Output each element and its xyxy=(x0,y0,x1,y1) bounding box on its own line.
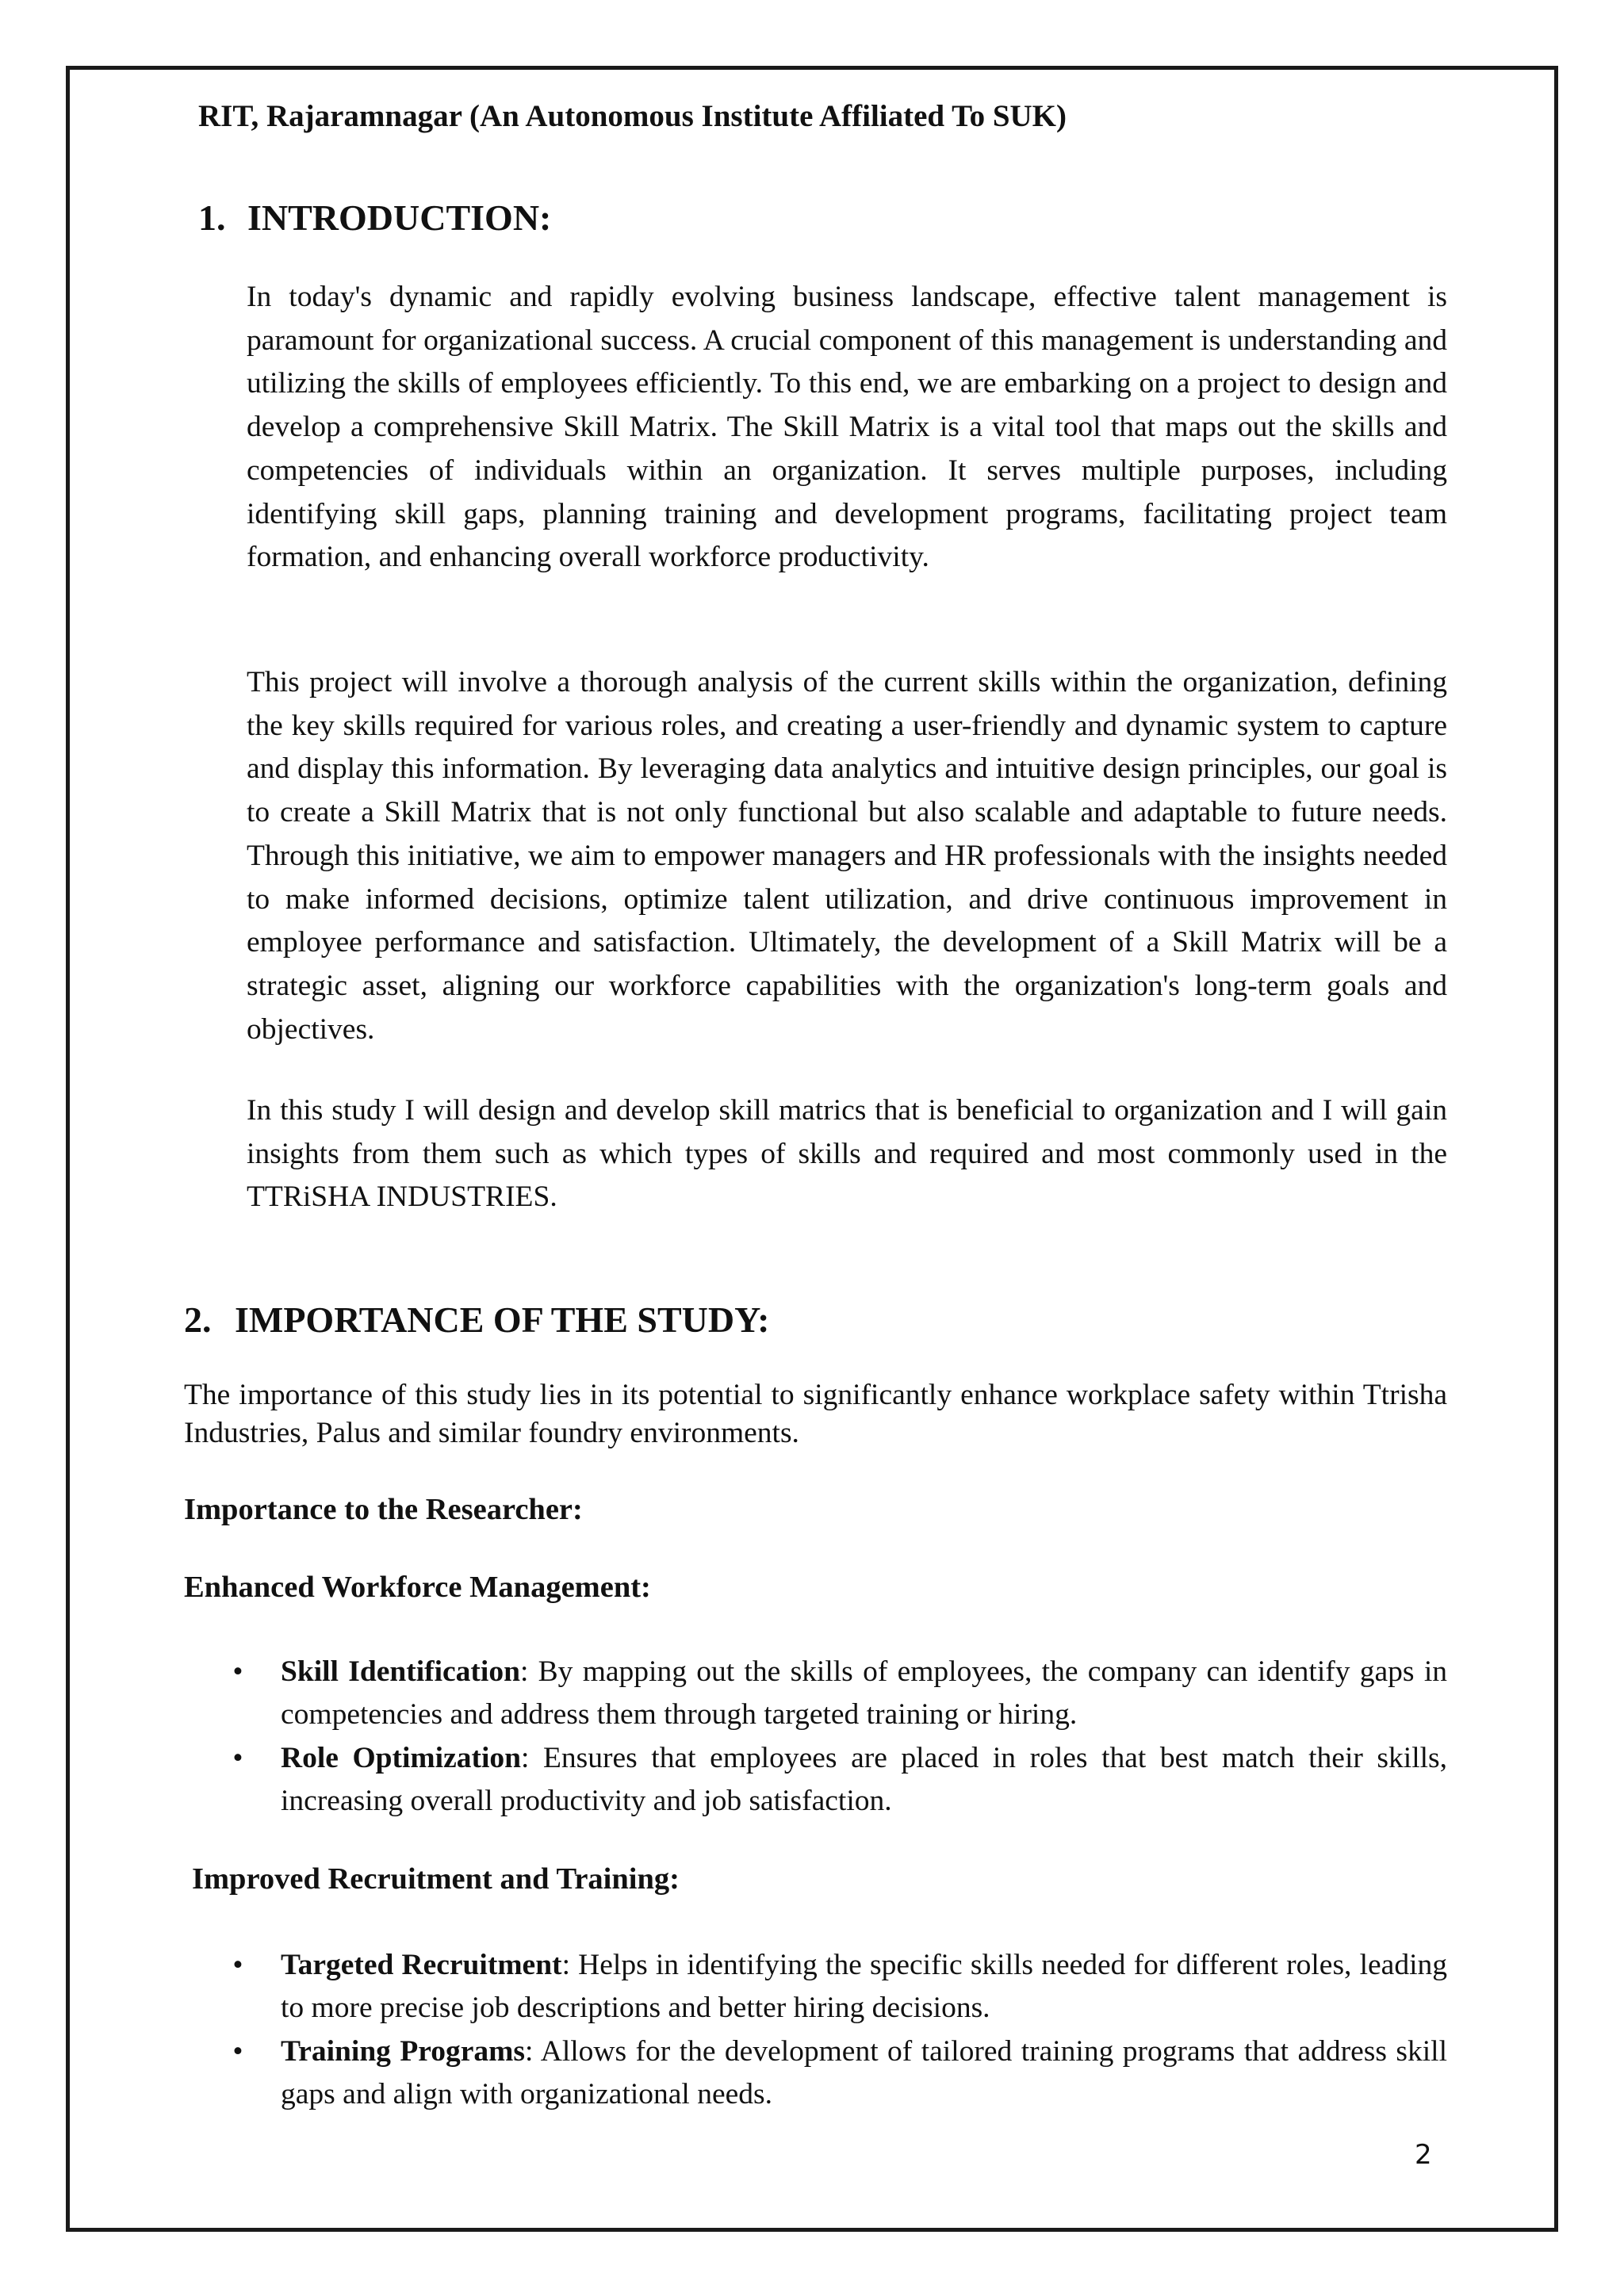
bullet-text: : Allows for the development of tailored training programs that address skill gaps and align with organizational needs. xyxy=(281,2035,1447,2110)
bullet-text: : Helps in identifying the specific skills needed for different roles, leading to more precise job descriptions and better hiring decisions. xyxy=(281,1949,1447,2024)
subheading-recruitment: Improved Recruitment and Training: xyxy=(192,1862,680,1896)
page-number: 2 xyxy=(1415,2139,1432,2171)
bullet-term: Training Programs xyxy=(281,2035,525,2068)
bullet-icon: • xyxy=(232,1655,243,1688)
bullet-icon: • xyxy=(232,1949,243,1981)
list-item xyxy=(230,1651,1447,1736)
bullet-icon: • xyxy=(232,1742,243,1774)
workforce-bullet-list xyxy=(230,1651,1447,1823)
section-number: 2. xyxy=(184,1299,212,1340)
bullet-term: Targeted Recruitment xyxy=(281,1949,562,1981)
subheading-workforce: Enhanced Workforce Management: xyxy=(184,1571,651,1604)
bullet-icon: • xyxy=(232,2035,243,2068)
section-number: 1. xyxy=(198,197,226,238)
section-title: INTRODUCTION: xyxy=(247,197,552,238)
intro-paragraph: In today's dynamic and rapidly evolving business landscape, effective talent management is paramount for organizational success. A crucial component of this management is understanding and utilizing the skills of employees efficiently. To this end, we are embarking on a project to design and develop a comprehensive Skill Matrix. The Skill Matrix is a vital tool that maps out the skills and competencies of individuals within an organization. It serves multiple purposes, including identifying skill gaps, planning training and development programs, facilitating project team formation, and enhancing overall workforce productivity. xyxy=(247,281,1447,574)
bullet-term: Role Optimization xyxy=(281,1742,521,1774)
bullet-text: : Ensures that employees are placed in roles that best match their skills, increasing overall productivity and job satisfaction. xyxy=(281,1742,1448,1817)
list-item xyxy=(230,2030,1447,2116)
intro-paragraph: In this study I will design and develop skill matrics that is beneficial to organization and I will gain insights from them such as which types of skills and required and most commonly used in the TTRiSHA INDUSTRIES. xyxy=(247,1094,1447,1214)
subheading-researcher: Importance to the Researcher: xyxy=(184,1493,583,1526)
list-item xyxy=(230,1737,1447,1823)
bullet-term: Skill Identification xyxy=(281,1655,520,1688)
bullet-text: : By mapping out the skills of employees, the company can identify gaps in competencies and address them through targeted training or hiring. xyxy=(281,1655,1447,1731)
list-item xyxy=(230,1944,1447,2030)
section-title: IMPORTANCE OF THE STUDY: xyxy=(235,1299,770,1340)
importance-paragraph: The importance of this study lies in its potential to significantly enhance workplace safety within Ttrisha Industries, Palus and similar foundry environments. xyxy=(184,1379,1447,1449)
recruitment-bullet-list xyxy=(230,1944,1447,2117)
institute-header: RIT, Rajaramnagar (An Autonomous Institute Affiliated To SUK) xyxy=(198,99,1067,133)
section-heading-introduction xyxy=(198,197,551,239)
section-heading-importance xyxy=(184,1299,769,1341)
intro-paragraph: This project will involve a thorough analysis of the current skills within the organization, defining the key skills required for various roles, and creating a user-friendly and dynamic system to capture and display this information. By leveraging data analytics and intuitive design principles, our goal is to create a Skill Matrix that is not only functional but also scalable and adaptable to future needs. Through this initiative, we aim to empower managers and HR professionals with the insights needed to make informed decisions, optimize talent utilization, and drive continuous improvement in employee performance and satisfaction. Ultimately, the development of a Skill Matrix will be a strategic asset, aligning our workforce capabilities with the organization's long-term goals and objectives. xyxy=(247,666,1447,1046)
